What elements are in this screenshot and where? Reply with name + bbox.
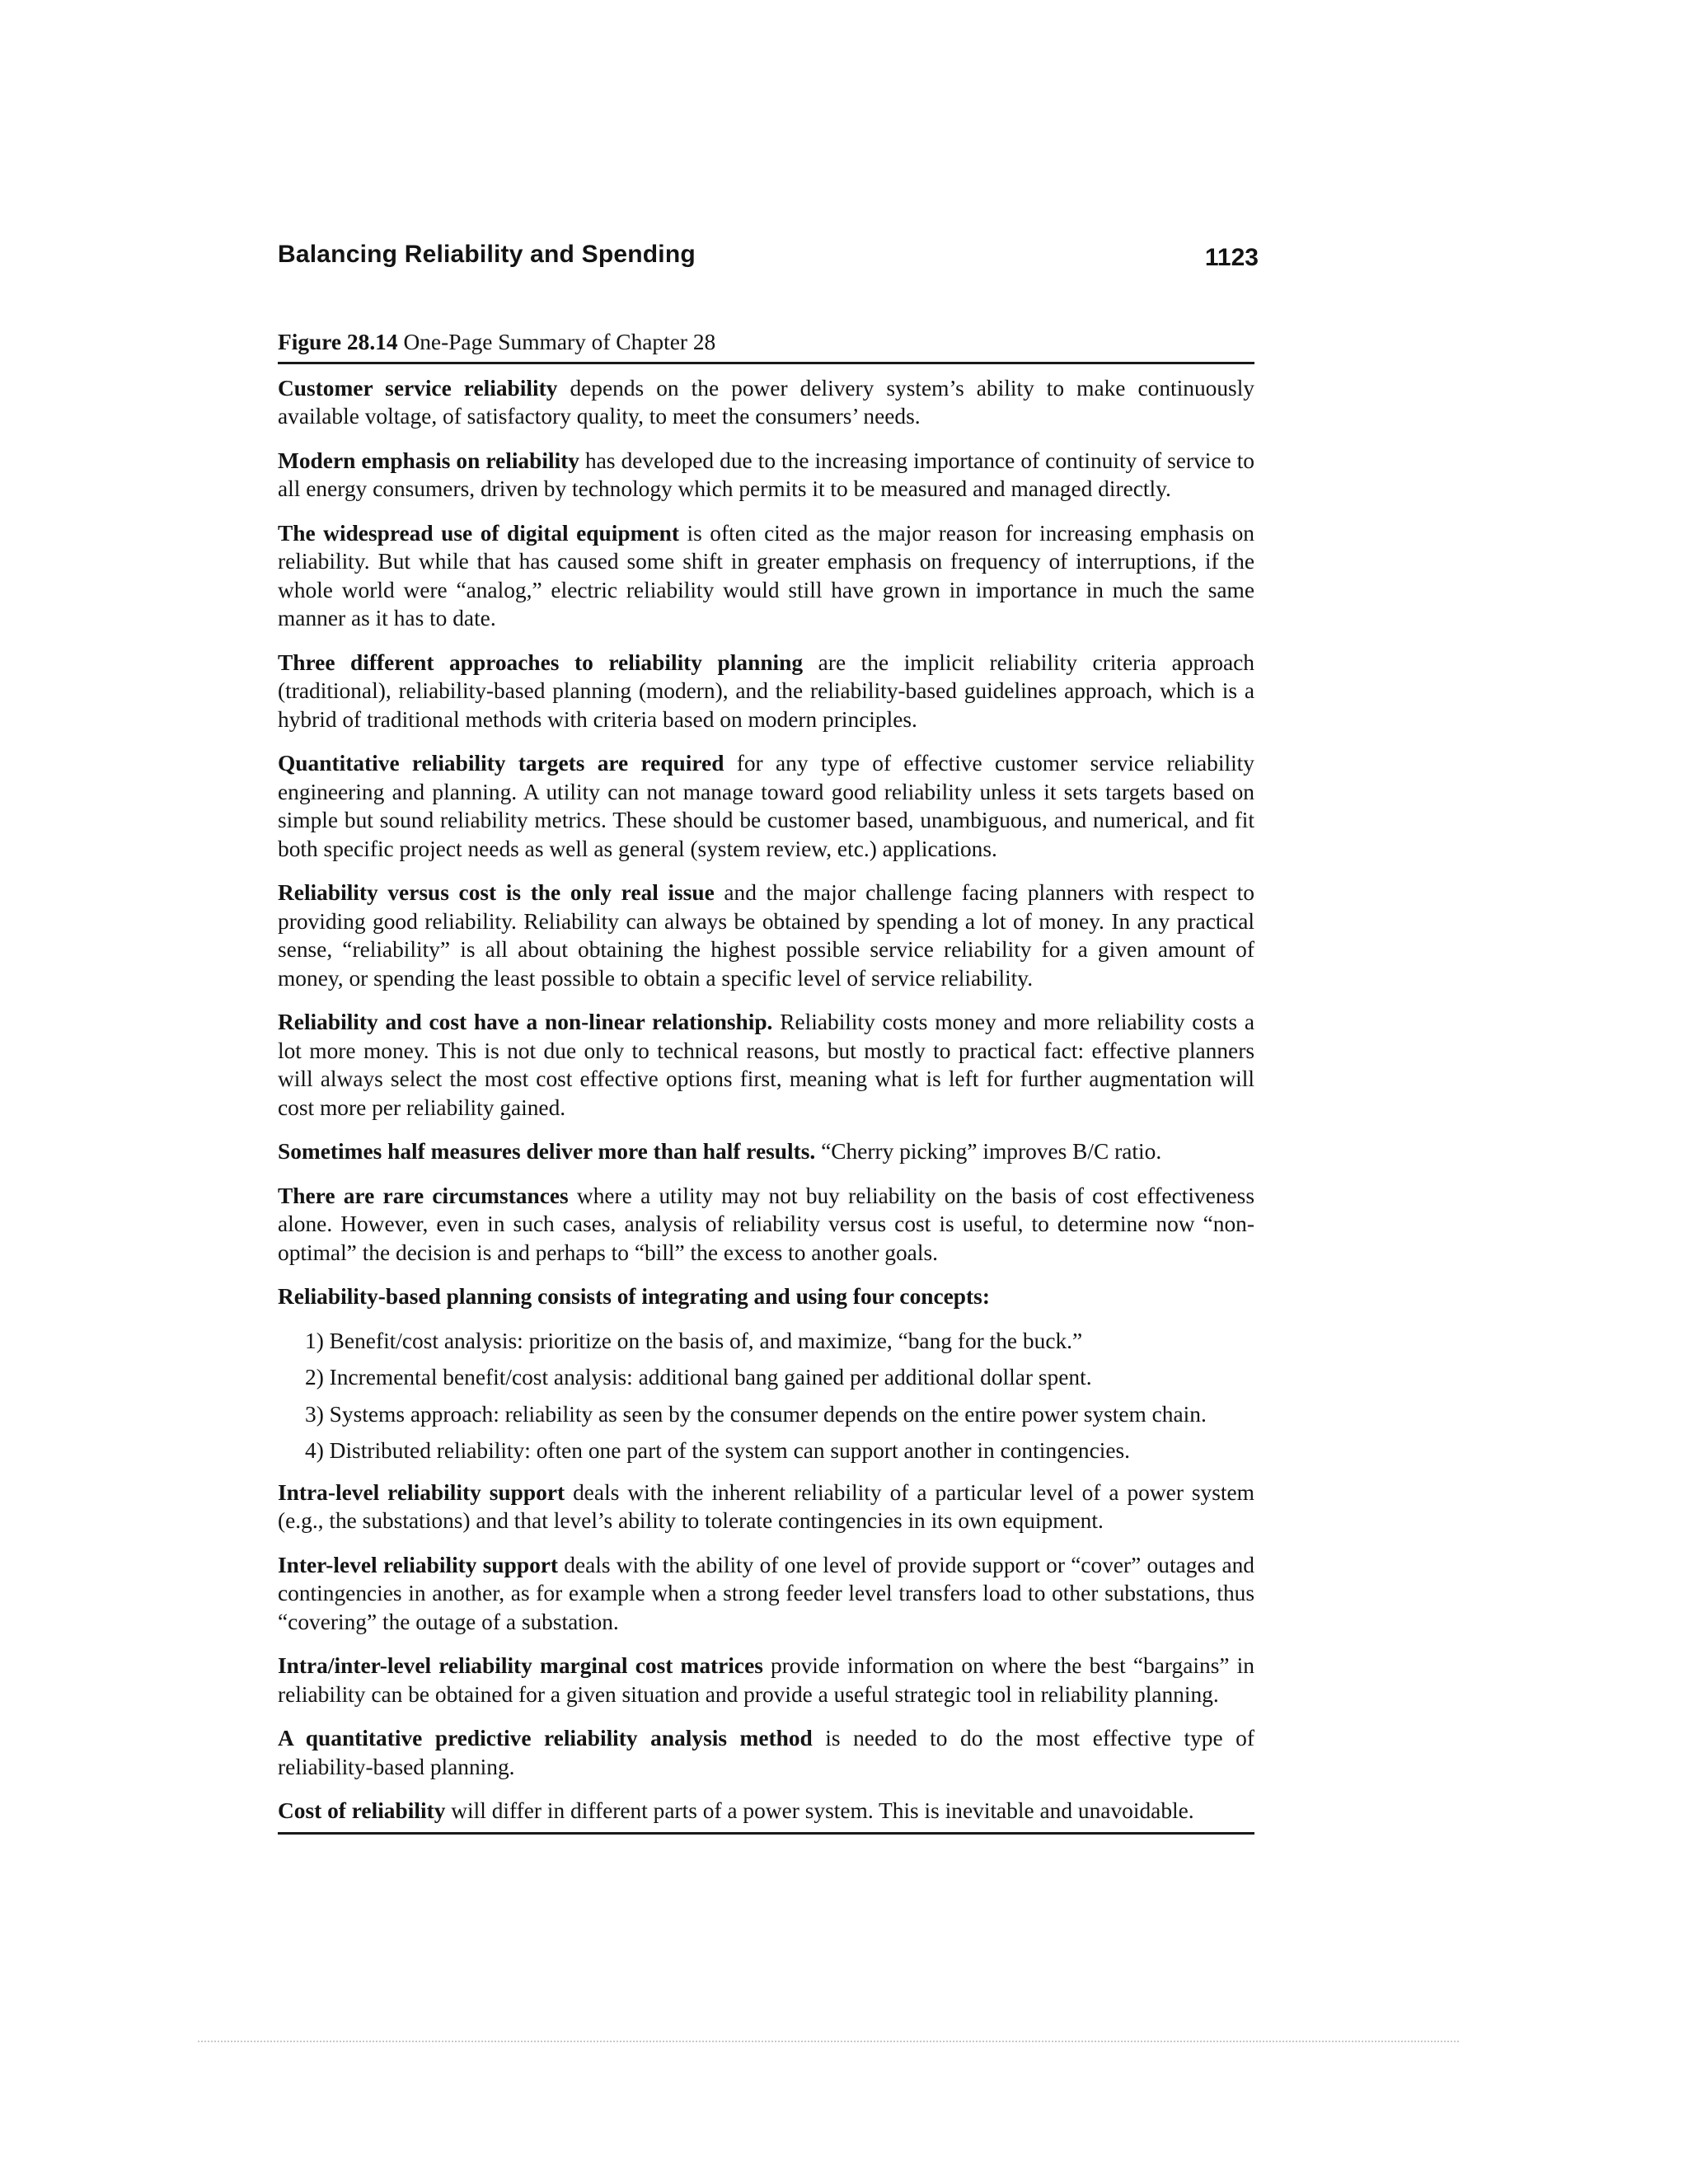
summary-paragraph (278, 649, 1254, 734)
paragraph-text: will differ in different parts of a power system. This is inevitable and unavoidable. (445, 1798, 1194, 1823)
summary-body (278, 364, 1254, 1832)
list-item: 1) Benefit/cost analysis: prioritize on the basis of, and maximize, “bang for the buck.” (305, 1328, 1083, 1353)
figure-number: Figure 28.14 (278, 330, 398, 354)
paragraph-lead: Three different approaches to reliability planning (278, 649, 804, 675)
summary-paragraph (278, 1137, 1254, 1166)
summary-paragraph (278, 447, 1254, 504)
paragraph-text: “Cherry picking” improves B/C ratio. (815, 1139, 1162, 1164)
summary-paragraph (278, 519, 1254, 633)
summary-paragraph (278, 1008, 1254, 1122)
figure-summary-box (278, 328, 1254, 1835)
paragraph-text: depends on the power delivery system’s ability to make continuously available voltage, of satisfactory quality, to meet the consumers’ needs. (278, 375, 1254, 429)
concepts-heading: Reliability-based planning consists of integrating and using four concepts: (278, 1284, 990, 1309)
paragraph-text: is often cited as the major reason for increasing emphasis on reliability. But while that has caused some shift in greater emphasis on frequency of interruptions, if the whole world were “analog,” electric reliability would still have grown in importance in much the same manner as it has to date. (278, 520, 1254, 630)
paragraph-lead: Reliability versus cost is the only real issue (278, 880, 715, 905)
figure-end-rule (278, 1832, 1254, 1835)
summary-paragraph (278, 879, 1254, 992)
paragraph-lead: Customer service reliability (278, 375, 558, 401)
paragraph-text: is needed to do the most effective type of reliability-based planning. (278, 1726, 1254, 1779)
summary-paragraph (278, 1797, 1254, 1832)
summary-paragraph (278, 1551, 1254, 1637)
list-item: 4) Distributed reliability: often one part of the system can support another in contingencies. (305, 1438, 1131, 1463)
summary-paragraph (278, 1652, 1254, 1708)
paragraph-lead: Reliability and cost have a non-linear relationship. (278, 1010, 773, 1034)
paragraph-text: where a utility may not buy reliability on the basis of cost effectiveness alone. However, even in such cases, analysis of reliability versus cost is useful, to determine now “non-optimal” the decision is and perhaps to “bill” the excess to another goals. (278, 1183, 1254, 1265)
paragraph-lead: There are rare circumstances (278, 1183, 569, 1208)
summary-paragraph (278, 1479, 1254, 1535)
paragraph-lead: Intra/inter-level reliability marginal cost matrices (278, 1653, 763, 1678)
page-header (278, 241, 1259, 282)
paragraph-lead: Modern emphasis on reliability (278, 448, 580, 473)
paragraph-text: Reliability costs money and more reliability costs a lot more money. This is not due only to technical reasons, but mostly to practical fact: effective planners will always select the most cost effective options first, meaning what is left for further augmentation will cost more per reliability gained. (278, 1010, 1254, 1120)
scan-noise-divider (198, 2041, 1459, 2046)
paragraph-text: deals with the ability of one level of provide support or “cover” outages and contingencies in another, as for example when a strong feeder level transfers load to other substations, thus “covering” the outage of a substation. (278, 1552, 1254, 1634)
paragraph-text: and the major challenge facing planners with respect to providing good reliability. Reliability can always be obtained by spending a lot of money. In any practical sense, “reliability” is all about obtaining the highest possible service reliability for a given amount of money, or spending the least possible to obtain a specific level of service reliability. (278, 880, 1254, 991)
figure-caption (278, 328, 1254, 364)
paragraph-lead: A quantitative predictive reliability analysis method (278, 1726, 813, 1750)
paragraph-text: deals with the inherent reliability of a particular level of a power system (e.g., the substations) and that level’s ability to tolerate contingencies in its own equipment. (278, 1479, 1254, 1533)
summary-paragraph (278, 374, 1254, 431)
paragraph-lead: Cost of reliability (278, 1798, 446, 1823)
figure-title: One-Page Summary of Chapter 28 (403, 330, 716, 354)
paragraph-lead: Sometimes half measures deliver more than half results. (278, 1139, 816, 1164)
paragraph-text: for any type of effective customer service reliability engineering and planning. A utility can not manage toward good reliability unless it sets targets based on simple but sound reliability metrics. These should be customer based, unambiguous, and numerical, and fit both specific project needs as well as general (system review, etc.) applications. (278, 751, 1254, 861)
list-item: 3) Systems approach: reliability as seen by the consumer depends on the entire power system chain. (305, 1401, 1207, 1427)
page-number: 1123 (1204, 244, 1259, 271)
concept-list (278, 1327, 1254, 1465)
paragraph-text: provide information on where the best “bargains” in reliability can be obtained for a given situation and provide a useful strategic tool in reliability planning. (278, 1653, 1254, 1707)
paragraph-lead: Quantitative reliability targets are required (278, 751, 724, 776)
paragraph-lead: Inter-level reliability support (278, 1552, 559, 1577)
paragraph-lead: Intra-level reliability support (278, 1479, 565, 1505)
paragraph-text: are the implicit reliability criteria approach (traditional), reliability-based planning (modern), and the reliability-based guidelines approach, which is a hybrid of traditional methods with criteria based on modern principles. (278, 649, 1254, 732)
paragraph-lead: The widespread use of digital equipment (278, 520, 679, 546)
summary-paragraph (278, 749, 1254, 863)
running-head: Balancing Reliability and Spending (278, 241, 696, 268)
list-item: 2) Incremental benefit/cost analysis: additional bang gained per additional dollar spent. (305, 1365, 1092, 1390)
summary-paragraph (278, 1182, 1254, 1268)
paragraph-text: has developed due to the increasing importance of continuity of service to all energy consumers, driven by technology which permits it to be measured and managed directly. (278, 448, 1254, 501)
summary-paragraph (278, 1724, 1254, 1781)
